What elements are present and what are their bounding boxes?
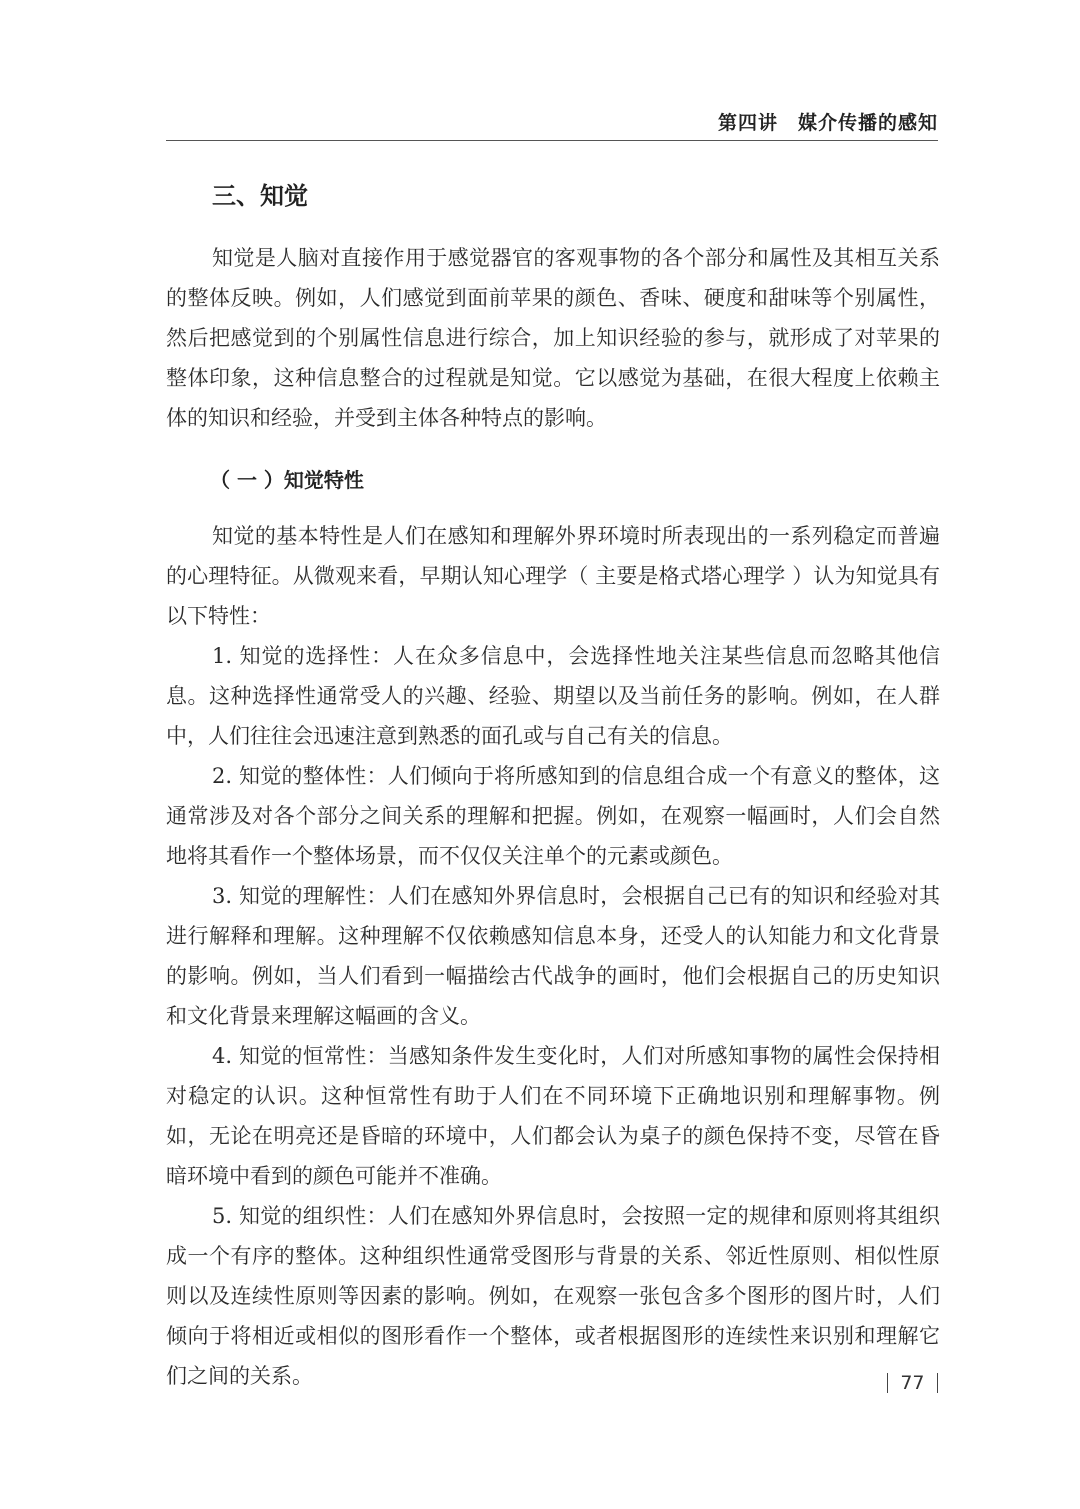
subsection-title: （ 一 ）知觉特性 bbox=[210, 468, 364, 492]
page-number-footer bbox=[887, 1372, 938, 1394]
running-header: 第四讲 媒介传播的感知 bbox=[166, 108, 938, 141]
page-number-left-bar bbox=[887, 1373, 889, 1393]
list-item: 4. 知觉的恒常性：当感知条件发生变化时，人们对所感知事物的属性会保持相对稳定的认识。这种恒常性有助于人们在不同环境下正确地识别和理解事物。例如，无论在明亮还是昏暗的环境中，人们都会认为桌子的颜色保持不变，尽管在昏暗环境中看到的颜色可能并不准确。 bbox=[166, 1044, 940, 1188]
page-number: 77 bbox=[900, 1372, 925, 1394]
traits-paragraph: 知觉的基本特性是人们在感知和理解外界环境时所表现出的一系列稳定而普遍的心理特征。从微观来看，早期认知心理学（ 主要是格式塔心理学 ）认为知觉具有以下特性： bbox=[166, 524, 940, 628]
intro-paragraph: 知觉是人脑对直接作用于感觉器官的客观事物的各个部分和属性及其相互关系的整体反映。例如，人们感觉到面前苹果的颜色、香味、硬度和甜味等个别属性，然后把感觉到的个别属性信息进行综合，加上知识经验的参与，就形成了对苹果的整体印象，这种信息整合的过程就是知觉。它以感觉为基础，在很大程度上依赖主体的知识和经验，并受到主体各种特点的影响。 bbox=[166, 246, 940, 430]
list-item: 2. 知觉的整体性：人们倾向于将所感知到的信息组合成一个有意义的整体，这通常涉及对各个部分之间关系的理解和把握。例如，在观察一幅画时，人们会自然地将其看作一个整体场景，而不仅仅关注单个的元素或颜色。 bbox=[166, 764, 940, 868]
section-title: 三、知觉 bbox=[212, 181, 308, 210]
page-number-right-bar bbox=[937, 1373, 939, 1393]
list-item: 3. 知觉的理解性：人们在感知外界信息时，会根据自己已有的知识和经验对其进行解释和理解。这种理解不仅依赖感知信息本身，还受人的认知能力和文化背景的影响。例如，当人们看到一幅描绘古代战争的画时，他们会根据自己的历史知识和文化背景来理解这幅画的含义。 bbox=[166, 884, 940, 1028]
list-item: 1. 知觉的选择性：人在众多信息中，会选择性地关注某些信息而忽略其他信息。这种选择性通常受人的兴趣、经验、期望以及当前任务的影响。例如，在人群中，人们往往会迅速注意到熟悉的面孔或与自己有关的信息。 bbox=[166, 644, 940, 748]
list-item: 5. 知觉的组织性：人们在感知外界信息时，会按照一定的规律和原则将其组织成一个有序的整体。这种组织性通常受图形与背景的关系、邻近性原则、相似性原则以及连续性原则等因素的影响。例如，在观察一张包含多个图形的图片时，人们倾向于将相近或相似的图形看作一个整体，或者根据图形的连续性来识别和理解它们之间的关系。 bbox=[166, 1204, 940, 1388]
page-content bbox=[166, 176, 940, 1396]
